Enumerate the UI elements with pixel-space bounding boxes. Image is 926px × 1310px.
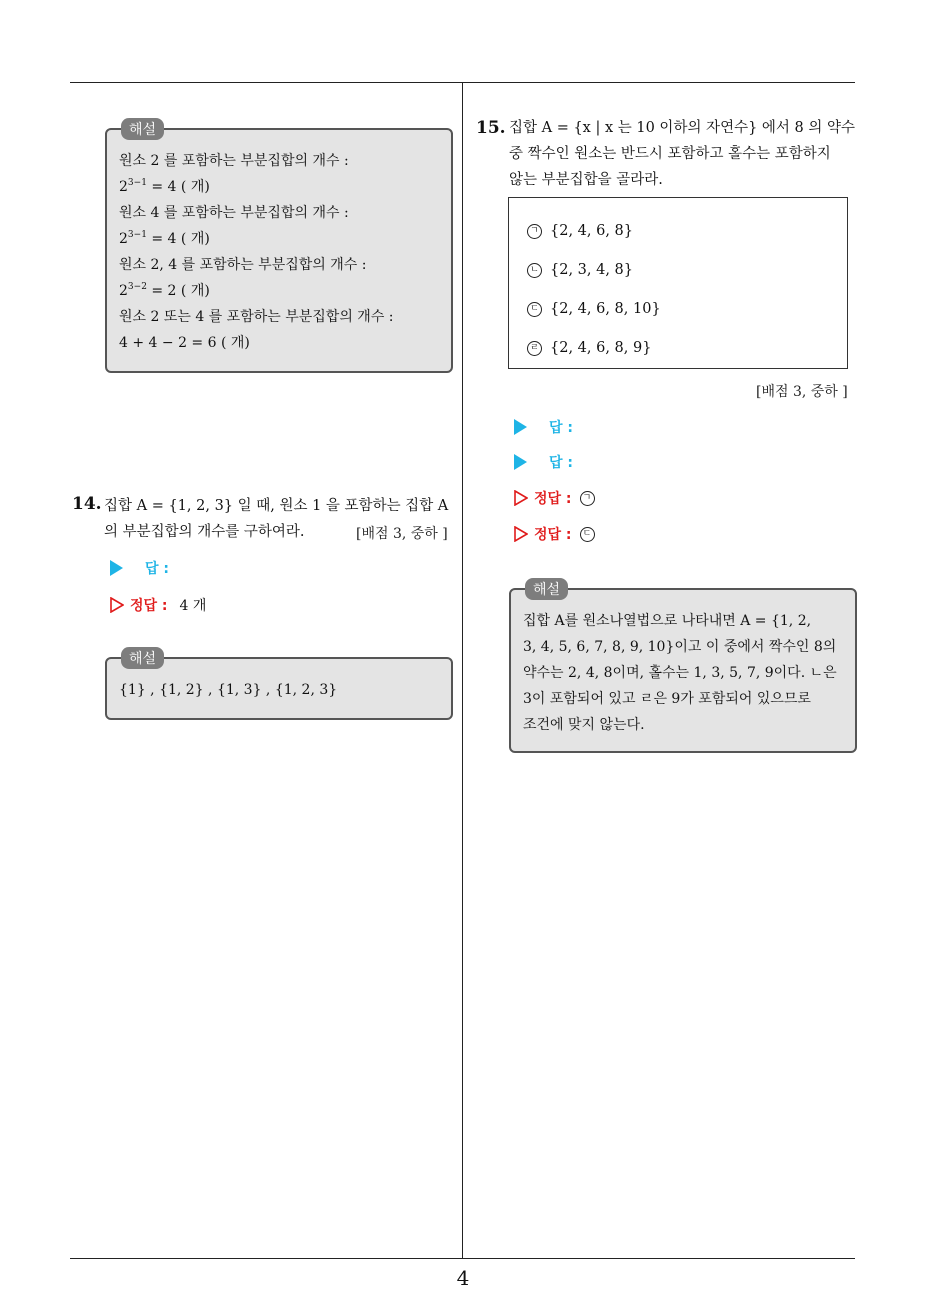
explanation-tag: 해설 — [525, 578, 568, 600]
explanation-box-q14 — [105, 651, 453, 720]
correct-label: 정답 : — [130, 598, 168, 614]
circled-mark: ㄹ — [527, 341, 542, 356]
question-15-text: 집합 A = {x | x 는 10 이하의 자연수} 에서 8 의 약수 — [509, 120, 856, 136]
answer-label: 답 : — [549, 420, 573, 436]
circled-mark: ㄴ — [527, 263, 542, 278]
choice-item[interactable]: ㄱ {2, 4, 6, 8} — [527, 223, 633, 239]
bottom-rule — [70, 1258, 855, 1259]
explanation-box-q13 — [105, 122, 453, 373]
explanation-line: 약수는 2, 4, 8이며, 홀수는 1, 3, 5, 7, 9이다. ㄴ은 — [523, 665, 837, 681]
outline-triangle-icon — [514, 490, 528, 506]
question-15-text: 중 짝수인 원소는 반드시 포함하고 홀수는 포함하지 — [509, 146, 831, 162]
correct-answer-q15 — [514, 488, 603, 508]
question-number-15: 15. — [476, 118, 506, 138]
choice-item[interactable]: ㄹ {2, 4, 6, 8, 9} — [527, 340, 651, 356]
explanation-line: $2^{3-1} = 4$ ( 개) — [119, 178, 210, 195]
explanation-line: 4 + 4 − 2 = 6 ( 개) — [119, 335, 250, 351]
question-14-text: 집합 A = {1, 2, 3} 일 때, 원소 1 을 포함하는 집합 A — [104, 498, 449, 514]
explanation-line: 원소 2 또는 4 를 포함하는 부분집합의 개수 : — [119, 309, 394, 325]
explanation-line: 3이 포함되어 있고 ㄹ은 9가 포함되어 있으므로 — [523, 691, 811, 707]
choice-item[interactable]: ㄴ {2, 3, 4, 8} — [527, 262, 633, 278]
explanation-tag: 해설 — [121, 118, 164, 140]
answer-label: 답 : — [549, 455, 573, 471]
answer-field-q15[interactable] — [514, 452, 573, 472]
answer-label: 답 : — [145, 561, 169, 577]
play-arrow-icon — [110, 560, 123, 576]
question-number-14: 14. — [72, 494, 102, 514]
correct-value: 4 개 — [179, 598, 207, 614]
explanation-line: 원소 2, 4 를 포함하는 부분집합의 개수 : — [119, 257, 367, 273]
question-14-text: 의 부분집합의 개수를 구하여라. — [104, 524, 305, 540]
question-15-meta: [배점 3, 중하 ] — [756, 384, 848, 400]
choices-box — [508, 197, 848, 369]
explanation-box-q15 — [509, 582, 857, 753]
question-14-meta: [배점 3, 중하 ] — [356, 526, 448, 542]
answer-field-q15[interactable] — [514, 417, 573, 437]
explanation-line: {1} , {1, 2} , {1, 3} , {1, 2, 3} — [119, 682, 338, 698]
explanation-line: $2^{3-1} = 4$ ( 개) — [119, 230, 210, 247]
circled-mark: ㄱ — [580, 491, 595, 506]
outline-triangle-icon — [110, 597, 124, 613]
correct-label: 정답 : — [534, 491, 572, 507]
correct-label: 정답 : — [534, 527, 572, 543]
explanation-line: $2^{3-2} = 2$ ( 개) — [119, 282, 210, 299]
explanation-line: 원소 4 를 포함하는 부분집합의 개수 : — [119, 205, 349, 221]
page-number: 4 — [456, 1266, 470, 1290]
question-15-text: 않는 부분집합을 골라라. — [509, 172, 663, 188]
circled-mark: ㄱ — [527, 224, 542, 239]
answer-field-q14[interactable] — [110, 558, 169, 578]
explanation-line: 원소 2 를 포함하는 부분집합의 개수 : — [119, 153, 349, 169]
choice-item[interactable]: ㄷ {2, 4, 6, 8, 10} — [527, 301, 661, 317]
explanation-line: 조건에 맞지 않는다. — [523, 717, 645, 733]
circled-mark: ㄷ — [580, 527, 595, 542]
play-arrow-icon — [514, 419, 527, 435]
explanation-line: 집합 A를 원소나열법으로 나타내면 A = {1, 2, — [523, 613, 812, 629]
outline-triangle-icon — [514, 526, 528, 542]
column-divider — [462, 82, 463, 1258]
circled-mark: ㄷ — [527, 302, 542, 317]
explanation-line: 3, 4, 5, 6, 7, 8, 9, 10}이고 이 중에서 짝수인 8의 — [523, 639, 837, 655]
correct-answer-q14 — [110, 595, 206, 615]
correct-answer-q15 — [514, 524, 603, 544]
play-arrow-icon — [514, 454, 527, 470]
explanation-tag: 해설 — [121, 647, 164, 669]
